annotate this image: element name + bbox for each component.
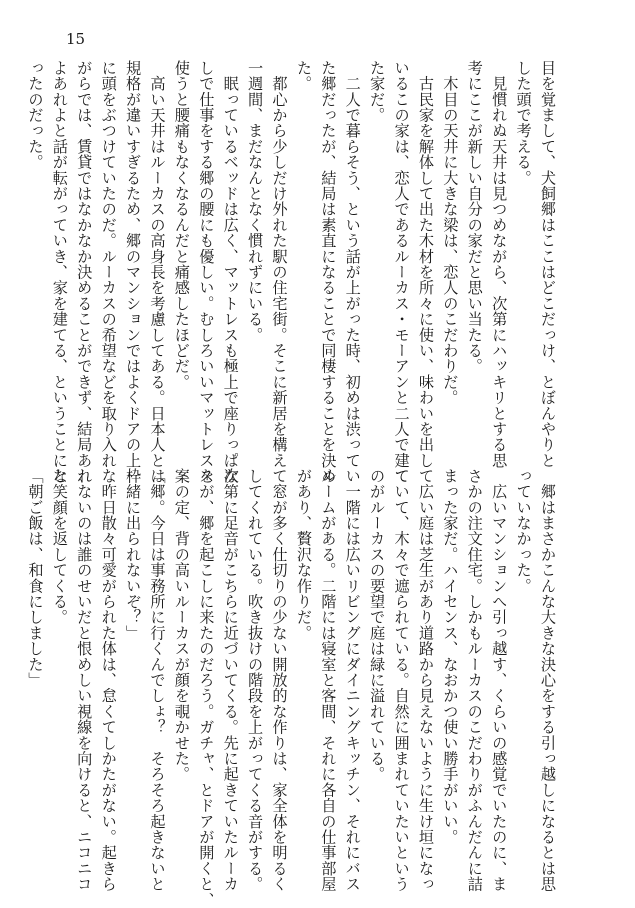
text-line: よあれよと話が転がっていき、家を建てる、ということにな	[50, 60, 69, 484]
text-line: のがルーカスの要望で庭は緑に溢れている。	[368, 468, 387, 782]
text-line: 一週間、まだなんとなく慣れずにいる。	[246, 60, 265, 343]
text-line: 古民家を解体して出た木材を所々に使い、味わいを出して	[416, 60, 435, 484]
text-line: 昨日散々可愛がられた体は、怠くてしかたがない。起きら	[99, 468, 118, 892]
page-number: 15	[66, 30, 86, 48]
text-line: 次第に足音がこちらに近づいてくる。先に起きていたルーカ	[221, 468, 240, 892]
text-line: 「朝ご飯は、和食にしました」	[26, 468, 45, 688]
text-line: 一緒に出られないぞ？」	[124, 468, 143, 641]
text-line: した頭で考える。	[514, 60, 533, 186]
text-line: 郷はまさかこんな大きな決心をする引っ越しになるとは思	[539, 468, 557, 892]
text-line: さかの注文住宅。しかもルーカスのこだわりがふんだんに詰	[465, 468, 484, 892]
text-line: いるこの家は、恋人であるルーカス・モーアンと二人で建て	[392, 60, 411, 484]
text-line: 目を覚まして、犬飼郷はここはどこだっけ、とぼんやりと	[539, 60, 557, 469]
text-line: しで仕事をする郷の腰にも優しい。むしろいいマットレスを	[197, 60, 216, 484]
text-line: 眠っているベッドは広く、マットレスも極上で座りっぱな	[221, 60, 240, 484]
text-line: があり、贅沢な作りだ。	[294, 468, 313, 641]
text-line: 一階には広いリビングにダイニングキッチン、それにバス	[343, 468, 362, 892]
bottom-text-block	[26, 468, 560, 908]
text-line: 「郷。今日は事務所に行くんでしょ？ そろそろ起きないと	[148, 468, 167, 892]
text-line: してくれている。吹き抜けの階段を上がってくる音がする。	[246, 468, 265, 892]
text-line: ルームがある。二階には寝室と客間、それに各自の仕事部屋	[319, 468, 338, 892]
text-line: 都心から少しだけ外れた駅の住宅街。そこに新居を構えて	[270, 60, 289, 484]
text-line: スが、郷を起こしに来たのだろう。ガチャ、とドアが開くと、	[197, 468, 216, 908]
text-line: 考にここが新しい自分の家だと思い当たる。	[465, 60, 484, 374]
text-line: ていて、木々で遮られている。自然に囲まれていたいという	[392, 468, 411, 892]
text-line: まった家だ。ハイセンス、なおかつ使い勝手がいい。	[441, 468, 460, 845]
text-line: 広い庭は芝生があり道路から見えないように生け垣になっ	[416, 468, 435, 892]
top-text-block	[26, 60, 560, 484]
text-line: れないのは誰のせいだと恨めしい視線を向けると、ニコニコ	[75, 468, 94, 892]
text-line: 規格が違いすぎるため、郷のマンションではよくドアの上枠	[124, 60, 143, 484]
text-line: っていなかった。	[514, 468, 533, 594]
text-line: た。	[294, 60, 313, 92]
text-line: 木目の天井に大きな梁は、恋人のこだわりだ。	[441, 60, 460, 406]
text-line: 使うと腰痛もなくなるんだと痛感したほどだ。	[172, 60, 191, 390]
text-line: た家だ。	[368, 60, 387, 123]
text-line: ったのだった。	[26, 60, 45, 170]
text-line: 見慣れぬ天井は見つめながら、次第にハッキリとする思	[490, 60, 509, 469]
text-line: 高い天井はルーカスの高身長を考慮してある。日本人とは	[148, 60, 167, 484]
text-line: 窓が多く仕切りの少ない開放的な作りは、家全体を明るく	[270, 468, 289, 892]
text-line: がらでは、賃貸ではなかなか決めることができず、結局あれ	[75, 60, 94, 484]
text-line: 広いマンションへ引っ越す、くらいの感覚でいたのに、ま	[490, 468, 509, 892]
text-line: た郷だったが、結局は素直になることで同棲することを決め	[319, 60, 338, 484]
text-line: 二人で暮らそう、という話が上がった時、初めは渋ってい	[343, 60, 362, 484]
text-line: と笑顔を返してくる。	[50, 468, 69, 625]
text-line: 案の定、背の高いルーカスが顔を覗かせた。	[172, 468, 191, 782]
text-line: に頭をぶつけていたのだ。ルーカスの希望などを取り入れな	[99, 60, 118, 484]
